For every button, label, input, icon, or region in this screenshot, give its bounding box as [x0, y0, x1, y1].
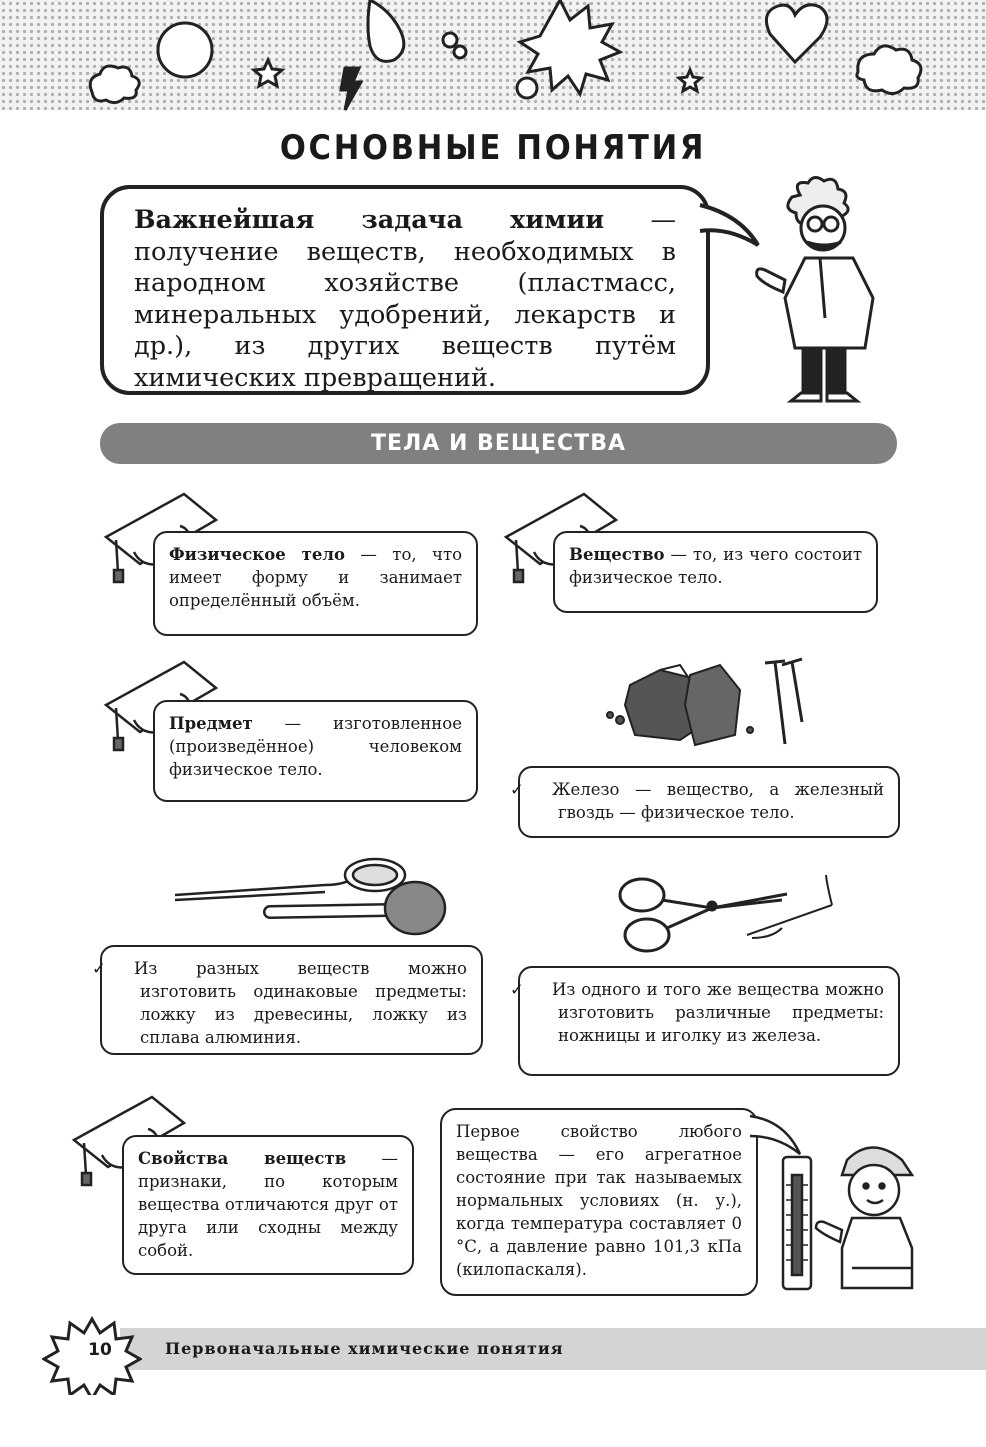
footer-chapter-title: Первоначальные химические понятия — [165, 1339, 564, 1358]
page-number: 10 — [88, 1340, 112, 1360]
term-object: Предмет — [169, 714, 253, 733]
boy-illustration — [812, 1140, 927, 1305]
definition-physical-body — [153, 531, 478, 636]
check-icon: ✓ — [510, 980, 524, 999]
note-scissors — [510, 966, 900, 1076]
scissors-and-needle-illustration — [612, 870, 852, 960]
term-physical-body: Физическое тело — [169, 545, 345, 564]
note-spoons-text: Из разных веществ можно изготовить одинаковые предметы: ложку из древесины, ложку из сплава алюминия. — [134, 959, 467, 1047]
intro-speech-bubble — [100, 185, 710, 395]
cloud-icon — [857, 46, 921, 94]
bubble-icon — [517, 78, 537, 98]
spoons-illustration — [170, 850, 450, 940]
speech-tail — [750, 1108, 810, 1158]
check-icon: ✓ — [510, 780, 524, 799]
note-spoons — [92, 945, 483, 1055]
cloud-icon — [90, 66, 139, 103]
professor-illustration — [745, 180, 885, 405]
check-icon: ✓ — [92, 959, 106, 978]
bubble-icon — [443, 33, 457, 47]
note-scissors-text: Из одного и того же вещества можно изготовить различные предметы: ножницы и иголку из железа. — [552, 980, 884, 1045]
definition-object — [153, 700, 478, 802]
text-properties: — признаки, по которым вещества отличаются друг от друга или сходны между собой. — [138, 1149, 398, 1260]
iron-ore-and-nails-illustration — [600, 645, 815, 750]
bubble-icon — [454, 46, 466, 58]
lightning-icon — [341, 68, 361, 110]
section-banner: ТЕЛА И ВЕЩЕСТВА — [100, 423, 897, 464]
intro-text: — получение веществ, необходимых в народном хозяйстве (пластмасс, минеральных удобрений, лекарств и др.), из других веществ путём химических превращений. — [134, 205, 676, 393]
definition-substance — [553, 531, 878, 613]
bubble-icon — [158, 23, 212, 77]
definition-properties — [122, 1135, 414, 1275]
term-properties: Свойства веществ — [138, 1149, 347, 1168]
page-title: ОСНОВНЫЕ ПОНЯТИЯ — [279, 128, 707, 168]
drop-icon — [368, 0, 404, 61]
star-icon — [254, 60, 282, 86]
first-property-text: Первое свойство любого вещества — его агрегатное состояние при так называемых нормальных условиях (н. у.), когда температура составляет 0 °С, а давление равно 101,3 кПа (килопаскаля). — [456, 1122, 742, 1279]
intro-term: Важнейшая задача химии — [134, 205, 605, 235]
note-iron-text: Железо — вещество, а железный гвоздь — физическое тело. — [552, 780, 884, 822]
star-icon — [679, 70, 701, 91]
header-decoration — [0, 0, 986, 125]
text-object: — изготовленное (произведённое) человеком физическое тело. — [169, 714, 462, 779]
first-property-bubble — [440, 1108, 758, 1296]
heart-icon — [766, 5, 827, 62]
text-physical-body: — то, что имеет форму и занимает определённый объём. — [169, 545, 463, 610]
text-substance: — то, из чего состоит физическое тело. — [569, 545, 862, 587]
note-iron — [510, 766, 900, 838]
term-substance: Вещество — [569, 545, 665, 564]
